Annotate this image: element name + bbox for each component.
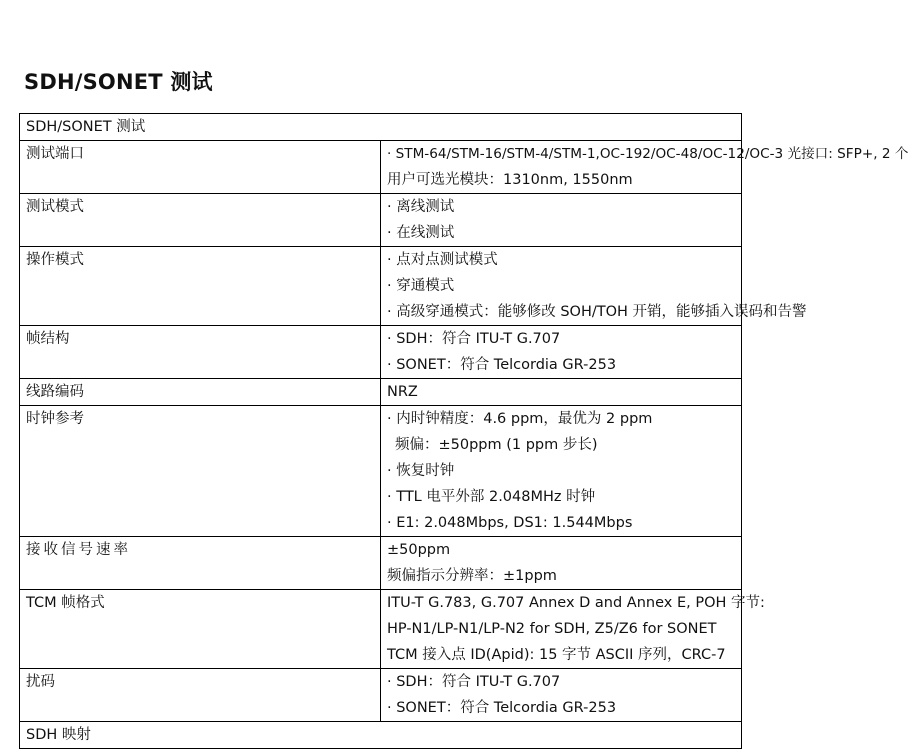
value-line: · SONET：符合 Telcordia GR-253 [387, 357, 617, 373]
row-label: 测试模式 [20, 194, 381, 247]
value-line: 频偏指示分辨率：±1ppm [387, 568, 557, 584]
value-line: ITU-T G.783, G.707 Annex D and Annex E, POH 字节: [387, 595, 765, 611]
row-value [381, 326, 742, 379]
row-label: 接收信号速率 [20, 537, 381, 590]
table-row [20, 194, 742, 247]
value-line: · STM-64/STM-16/STM-4/STM-1,OC-192/OC-48/OC-12/OC-3 光接口: SFP+, 2 个 [387, 146, 908, 162]
value-line: · 恢复时钟 [387, 463, 455, 479]
value-line: · SDH：符合 ITU-T G.707 [387, 331, 561, 347]
row-label: 操作模式 [20, 247, 381, 326]
row-value [381, 537, 742, 590]
row-label: 帧结构 [20, 326, 381, 379]
row-label: 扰码 [20, 669, 381, 722]
table-row [20, 379, 742, 406]
row-value [381, 194, 742, 247]
value-line: HP-N1/LP-N1/LP-N2 for SDH, Z5/Z6 for SONET [387, 621, 717, 637]
section-header: SDH 映射 [20, 722, 742, 749]
value-line: · SONET：符合 Telcordia GR-253 [387, 700, 617, 716]
row-label: TCM 帧格式 [20, 590, 381, 669]
value-line: · E1: 2.048Mbps, DS1: 1.544Mbps [387, 515, 633, 531]
table-row [20, 247, 742, 326]
row-value [381, 141, 908, 194]
value-line: · 在线测试 [387, 225, 455, 241]
value-line: · 点对点测试模式 [387, 252, 498, 268]
value-line: · TTL 电平外部 2.048MHz 时钟 [387, 489, 596, 505]
spec-table [19, 113, 908, 749]
row-label: 线路编码 [20, 379, 381, 406]
value-line: · 内时钟精度：4.6 ppm，最优为 2 ppm [387, 411, 653, 427]
row-value [381, 590, 765, 669]
value-line: · SDH：符合 ITU-T G.707 [387, 674, 561, 690]
value-line: · 高级穿通模式：能够修改 SOH/TOH 开销，能够插入误码和告警 [387, 304, 807, 320]
table-row [20, 590, 742, 669]
value-line: 频偏：±50ppm (1 ppm 步长) [395, 437, 598, 453]
table-row [20, 669, 742, 722]
table-row [20, 141, 742, 194]
section-header-row [20, 722, 742, 749]
section-header: SDH/SONET 测试 [20, 114, 742, 141]
row-value [381, 669, 742, 722]
table-row [20, 406, 742, 537]
value-line: NRZ [387, 384, 418, 400]
value-line: · 离线测试 [387, 199, 455, 215]
section-header-row [20, 114, 742, 141]
row-value [381, 406, 742, 537]
value-line: ±50ppm [387, 542, 451, 558]
value-line: · 穿通模式 [387, 278, 455, 294]
row-value [381, 379, 742, 406]
row-value [381, 247, 807, 326]
page-title: SDH/SONET 测试 [24, 70, 213, 94]
value-line: TCM 接入点 ID(Apid): 15 字节 ASCII 序列，CRC-7 [387, 647, 726, 663]
value-line: 用户可选光模块：1310nm, 1550nm [387, 172, 633, 188]
row-label: 时钟参考 [20, 406, 381, 537]
row-label: 测试端口 [20, 141, 381, 194]
table-row [20, 326, 742, 379]
table-row [20, 537, 742, 590]
